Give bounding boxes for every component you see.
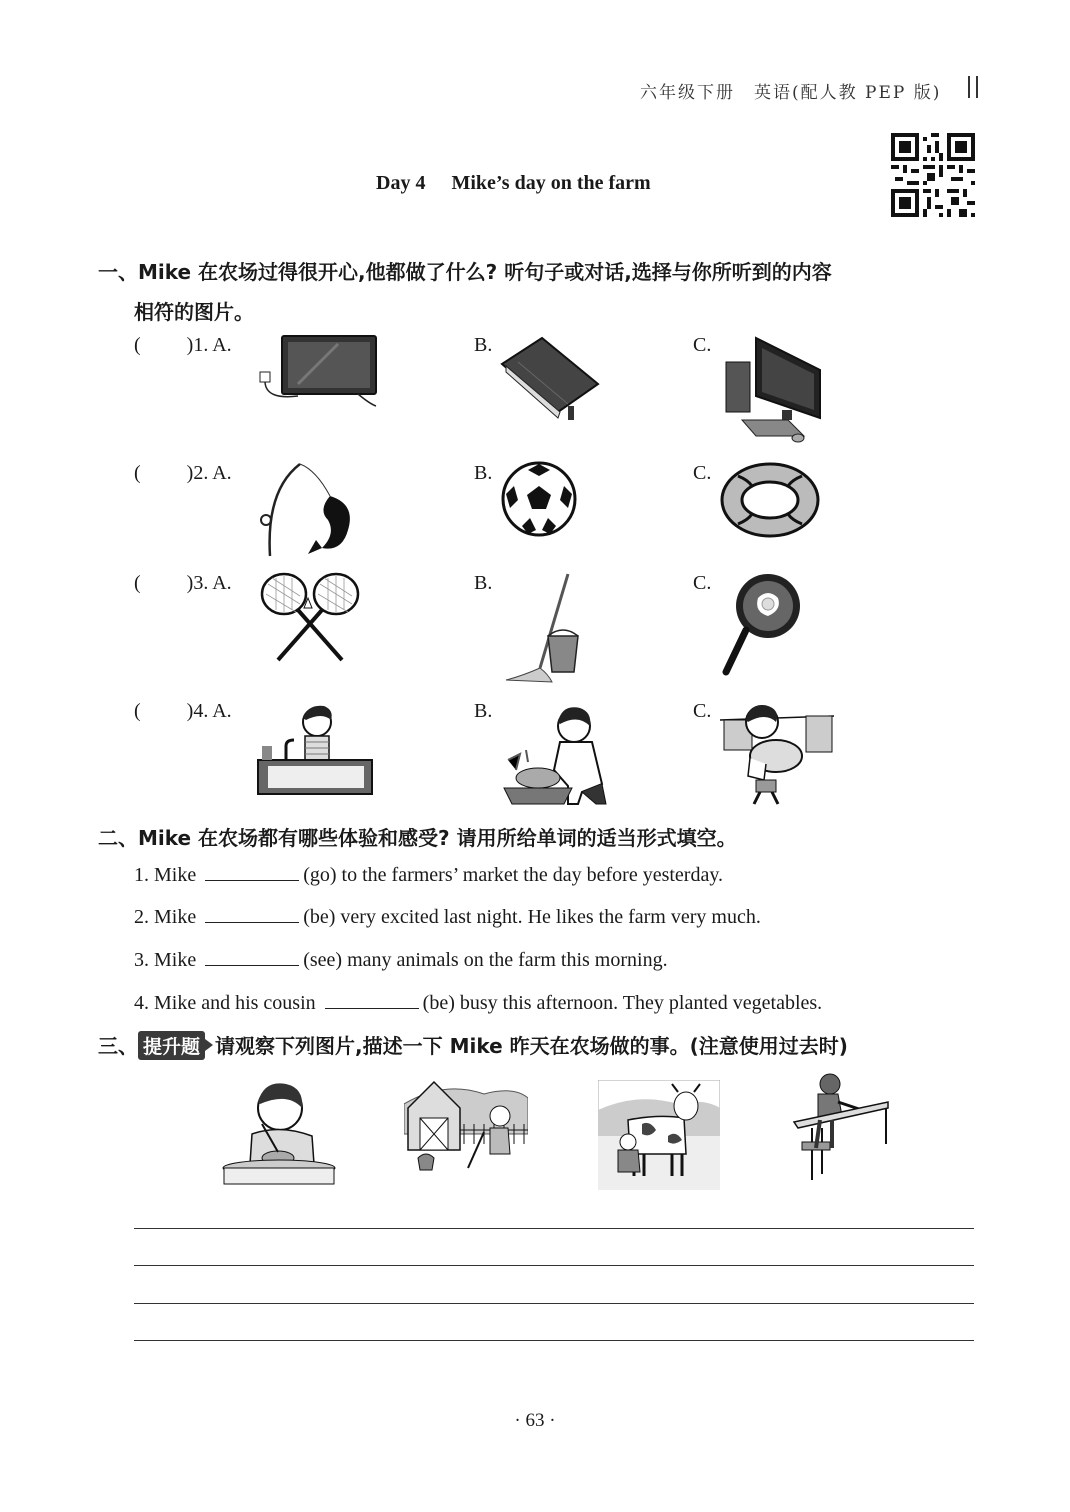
section3-heading bbox=[98, 1030, 848, 1060]
hanging-clothes-icon bbox=[720, 700, 834, 808]
washing-clothes-icon bbox=[498, 700, 614, 806]
option-b-label: B. bbox=[474, 462, 493, 484]
swim-ring-icon bbox=[718, 460, 822, 540]
writing-line[interactable] bbox=[134, 1228, 974, 1229]
book-header: 六年级下册 英语(配人教 PEP 版) bbox=[640, 83, 942, 103]
eating-icon bbox=[222, 1078, 336, 1186]
book-icon bbox=[498, 334, 600, 422]
writing-line[interactable] bbox=[134, 1340, 974, 1341]
fill-item-4 bbox=[134, 990, 822, 1015]
option-b-label: B. bbox=[474, 334, 493, 356]
tv-icon bbox=[258, 334, 380, 410]
answer-paren-open: ( bbox=[134, 700, 141, 722]
fill-item-2 bbox=[134, 904, 761, 929]
fill-item-text: (be) very excited last night. He likes the farm very much. bbox=[303, 906, 761, 928]
mop-bucket-icon bbox=[502, 572, 582, 684]
title-topic: Mike’s day on the farm bbox=[451, 172, 651, 194]
option-b-label: B. bbox=[474, 572, 493, 594]
page-number: · 63 · bbox=[514, 1410, 556, 1431]
option-c-label: C. bbox=[693, 462, 712, 484]
fill-item-text: 4. Mike and his cousin bbox=[134, 992, 316, 1014]
fill-item-text: 1. Mike bbox=[134, 864, 197, 886]
section1-heading-cont: 相符的图片。 bbox=[134, 300, 254, 324]
computer-icon bbox=[722, 334, 824, 446]
writing-desk-icon bbox=[792, 1070, 892, 1186]
option-c-label: C. bbox=[693, 700, 712, 722]
football-icon bbox=[500, 460, 578, 538]
fill-item-text: (go) to the farmers’ market the day before yesterday. bbox=[303, 864, 724, 886]
frying-pan-icon bbox=[722, 572, 804, 676]
header-divider bbox=[968, 76, 978, 98]
fill-item-3 bbox=[134, 947, 668, 972]
question-1-label bbox=[134, 334, 232, 357]
title-day: Day 4 bbox=[376, 172, 426, 194]
milking-cow-icon bbox=[598, 1080, 720, 1190]
advanced-badge: 提升题 bbox=[138, 1031, 205, 1060]
section1-heading: 一、Mike 在农场过得很开心,他都做了什么? 听句子或对话,选择与你所听到的内容 bbox=[98, 260, 832, 284]
fill-item-1 bbox=[134, 862, 723, 887]
section3-prefix: 三、 bbox=[98, 1034, 138, 1058]
fill-blank[interactable] bbox=[205, 904, 299, 923]
qr-code-icon bbox=[891, 133, 975, 217]
page-title bbox=[376, 172, 651, 195]
fishing-icon bbox=[256, 460, 364, 558]
question-4-label bbox=[134, 700, 232, 723]
writing-line[interactable] bbox=[134, 1265, 974, 1266]
question-3-label bbox=[134, 572, 232, 595]
option-c-label: C. bbox=[693, 572, 712, 594]
fill-item-text: (be) busy this afternoon. They planted vegetables. bbox=[422, 992, 823, 1014]
fill-blank[interactable] bbox=[205, 862, 299, 881]
answer-paren-open: ( bbox=[134, 334, 141, 356]
option-b-label: B. bbox=[474, 700, 493, 722]
question-number: )2. A. bbox=[186, 462, 232, 484]
writing-line[interactable] bbox=[134, 1303, 974, 1304]
option-c-label: C. bbox=[693, 334, 712, 356]
answer-paren-open: ( bbox=[134, 572, 141, 594]
question-2-label bbox=[134, 462, 232, 485]
fill-blank[interactable] bbox=[325, 990, 419, 1009]
badminton-icon bbox=[256, 570, 364, 664]
washing-dishes-icon bbox=[256, 700, 374, 798]
fill-item-text: (see) many animals on the farm this morning. bbox=[303, 949, 668, 971]
fill-blank[interactable] bbox=[205, 947, 299, 966]
answer-paren-open: ( bbox=[134, 462, 141, 484]
fill-item-text: 2. Mike bbox=[134, 906, 197, 928]
question-number: )3. A. bbox=[186, 572, 232, 594]
section3-instruction: 请观察下列图片,描述一下 Mike 昨天在农场做的事。(注意使用过去时) bbox=[215, 1034, 848, 1058]
fill-item-text: 3. Mike bbox=[134, 949, 197, 971]
question-number: )1. A. bbox=[186, 334, 232, 356]
question-number: )4. A. bbox=[186, 700, 232, 722]
section2-heading: 二、Mike 在农场都有哪些体验和感受? 请用所给单词的适当形式填空。 bbox=[98, 826, 737, 850]
barn-sweeping-icon bbox=[404, 1074, 528, 1174]
